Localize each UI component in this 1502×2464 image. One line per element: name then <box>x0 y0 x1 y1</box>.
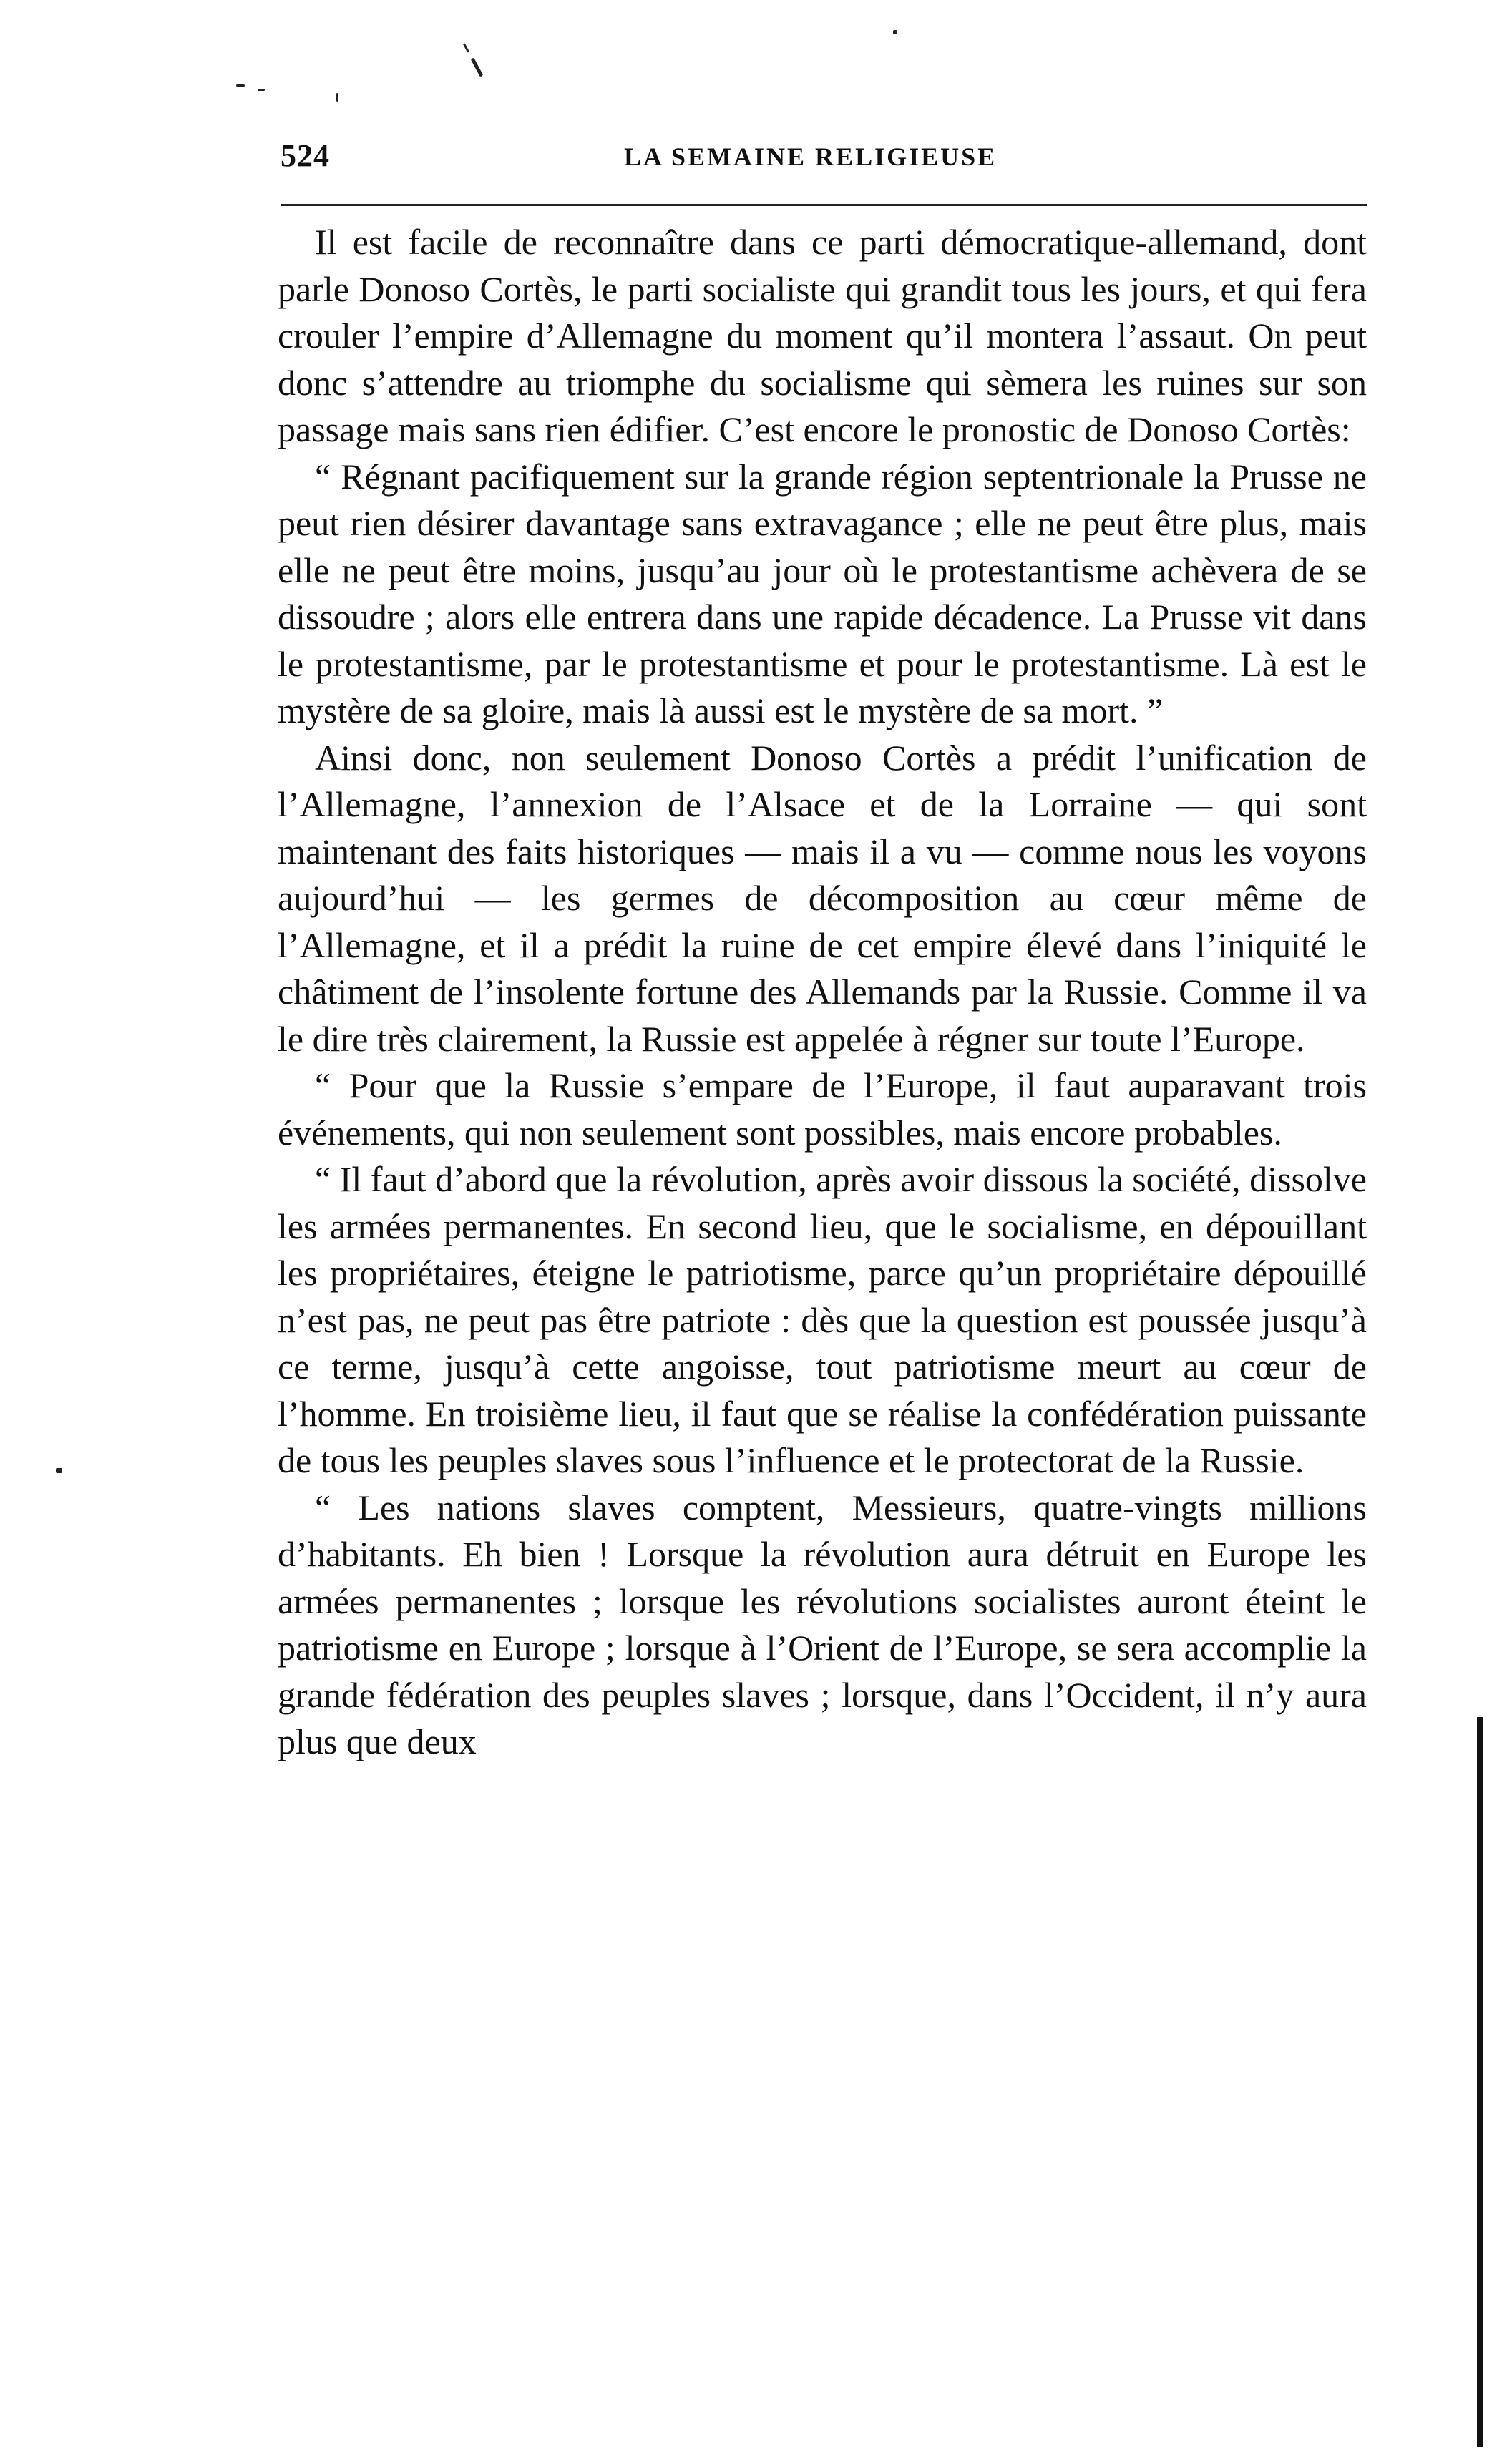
scan-speck <box>258 89 265 91</box>
paragraph: “ Les nations slaves comptent, Messieurs, quatre-vingts millions d’habitants. Eh bien ! Lorsque la révolution aura détruit en Europe les armées permanentes ; lorsque les révolutions socialistes auront éteint le patriotisme en Europe ; lorsque à l’Orient de l’Europe, se sera accomplie la grande fédération des peuples slaves ; lorsque, dans l’Occident, il n’y aura plus que deux <box>278 1487 1367 1761</box>
scan-speck <box>236 84 245 87</box>
page-number: 524 <box>281 138 330 173</box>
running-title: LA SEMAINE RELIGIEUSE <box>624 142 998 171</box>
scan-speck <box>893 30 897 34</box>
paragraph: “ Pour que la Russie s’empare de l’Europe, il faut auparavant trois événements, qui non seulement sont possibles, mais encore probables. <box>278 1065 1367 1153</box>
header-rule <box>281 204 1367 206</box>
paragraph: “ Régnant pacifiquement sur la grande région septentrionale la Prusse ne peut rien désirer davantage sans extravagance ; elle ne peut être plus, mais elle ne peut être moins, jusqu’au jour où le protestantisme achèvera de se dissoudre ; alors elle entrera dans une rapide décadence. La Prusse vit dans le protestantisme, par le protestantisme et pour le protestantisme. Là est le mystère de sa gloire, mais là aussi est le mystère de sa mort. ” <box>278 456 1367 730</box>
scan-speck <box>463 43 469 53</box>
scan-speck <box>336 93 338 102</box>
scan-speck <box>471 57 484 77</box>
body-text <box>278 219 1367 1766</box>
paragraph: Il est facile de reconnaître dans ce parti démocratique-allemand, dont parle Donoso Cortès, le parti socialiste qui grandit tous les jours, et qui fera crouler l’empire d’Allemagne du moment qu’il montera l’assaut. On peut donc s’attendre au triomphe du socialisme qui sèmera les ruines sur son passage mais sans rien édifier. C’est encore le pronostic de Donoso Cortès: <box>278 222 1367 449</box>
page-header <box>281 137 1368 180</box>
scan-speck <box>56 1468 62 1473</box>
scan-edge-shadow <box>1477 1717 1483 2447</box>
paragraph: “ Il faut d’abord que la révolution, après avoir dissous la société, dissolve les armées permanentes. En second lieu, que le socialisme, en dépouillant les propriétaires, éteigne le patriotisme, parce qu’un propriétaire dépouillé n’est pas, ne peut pas être patriote : dès que la question est poussée jusqu’à ce terme, jusqu’à cette angoisse, tout patriotisme meurt au cœur de l’homme. En troisième lieu, il faut que se réalise la confédération puissante de tous les peuples slaves sous l’influence et le protectorat de la Russie. <box>278 1159 1367 1480</box>
paragraph: Ainsi donc, non seulement Donoso Cortès a prédit l’unification de l’Allemagne, l’annexion de l’Alsace et de la Lorraine — qui sont maintenant des faits historiques — mais il a vu — comme nous les voyons aujourd’hui — les germes de décomposition au cœur même de l’Allemagne, et il a prédit la ruine de cet empire élevé dans l’iniquité le châtiment de l’insolente fortune des Allemands par la Russie. Comme il va le dire très clairement, la Russie est appelée à régner sur toute l’Europe. <box>278 737 1367 1059</box>
